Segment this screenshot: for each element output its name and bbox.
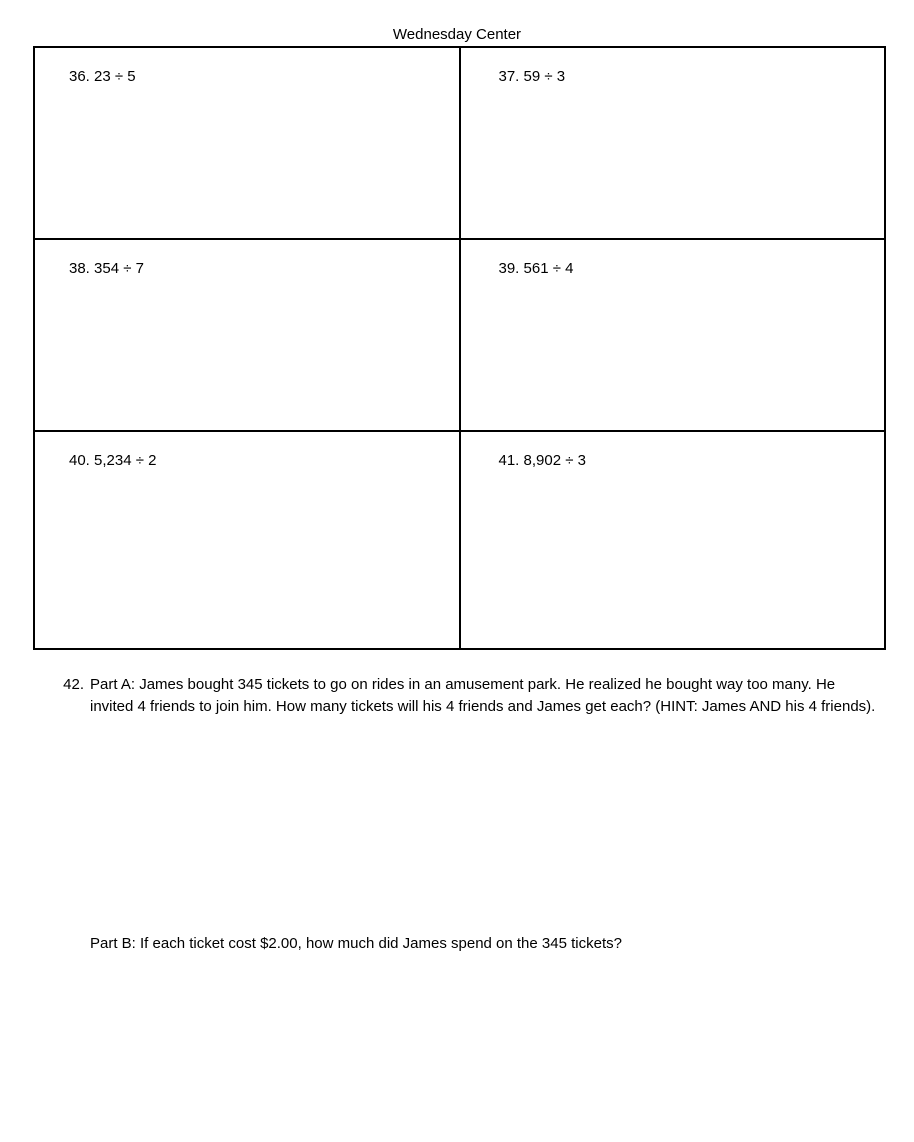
- word-problem-part-b: Part B: If each ticket cost $2.00, how much did James spend on the 345 tickets?: [90, 935, 622, 952]
- page-title: Wednesday Center: [392, 26, 522, 43]
- word-problem-number: 42.: [63, 676, 84, 693]
- problem-cell-36[interactable]: [35, 48, 461, 240]
- problem-cell-39[interactable]: [461, 240, 887, 432]
- problem-cell-37[interactable]: [461, 48, 887, 240]
- grid-row: [35, 240, 886, 432]
- problem-cell-41[interactable]: [461, 432, 887, 650]
- problem-text: 36. 23 ÷ 5: [69, 68, 136, 85]
- problem-cell-38[interactable]: [35, 240, 461, 432]
- problem-text: 37. 59 ÷ 3: [498, 68, 566, 85]
- grid-row: [35, 48, 886, 240]
- problem-cell-40[interactable]: [35, 432, 461, 650]
- word-problem-42: [58, 674, 878, 718]
- problem-text: 40. 5,234 ÷ 2: [69, 452, 157, 469]
- problem-text: 38. 354 ÷ 7: [69, 260, 144, 277]
- problems-grid: [33, 46, 886, 650]
- grid-row: [35, 432, 886, 650]
- problem-text: 41. 8,902 ÷ 3: [498, 452, 586, 469]
- word-problem-part-a: Part A: James bought 345 tickets to go on rides in an amusement park. He realized he bought way too many. He invited 4 friends to join him. How many tickets will his 4 friends and James get each? (HINT: James AND his 4 friends).: [90, 676, 876, 715]
- problem-text: 39. 561 ÷ 4: [498, 260, 574, 277]
